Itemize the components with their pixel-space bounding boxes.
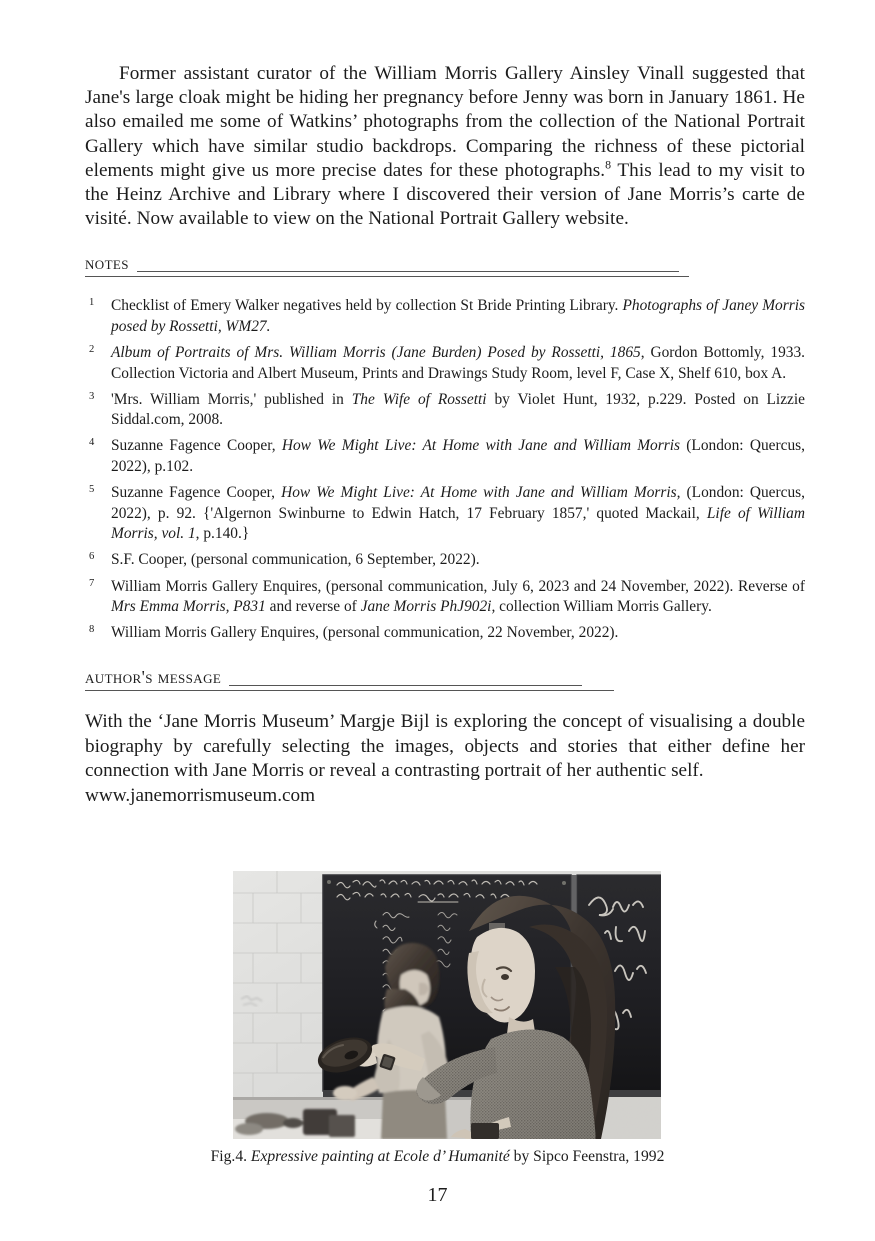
note-number: 7 [89, 577, 95, 589]
note-title-italic: How We Might Live: At Home with Jane and William Morris, [281, 484, 681, 502]
note-title-italic: Jane Morris PhJ902i, [360, 598, 496, 616]
note-text: , Gordon Bottomly, 1933. Collection Victoria and Albert Museum, Prints and Drawings Study Room, level F, Case X, Shelf 610, box A. [111, 344, 806, 382]
author-message-text: With the ‘Jane Morris Museum’ Margje Bijl is exploring the concept of visualising a double biography by carefully selecting the images, objects and stories that either define her connection with Jane Morris or reveal a contrasting portrait of her authentic self. [85, 711, 805, 782]
note-text: 'Mrs. William Morris,' published in [111, 390, 352, 408]
notes-heading-label: notes [85, 253, 129, 274]
page-content [85, 62, 805, 808]
note-item [85, 623, 805, 644]
page-number: 17 [427, 1184, 448, 1206]
note-text: S.F. Cooper, (personal communication, 6 September, 2022). [111, 551, 480, 569]
note-title-italic: Album of Portraits of Mrs. William Morris (Jane Burden) Posed by Rossetti, 1865 [111, 344, 641, 362]
note-number: 3 [89, 390, 95, 402]
notes-heading-row [85, 253, 805, 276]
note-item [85, 436, 805, 477]
note-text: (London: Quercus, 2022), p. 92. {'Algernon Swinburne to Edwin Hatch, 17 February 1857,' quoted Mackail, [111, 484, 805, 522]
figure-caption-suffix: by Sipco Feenstra, 1992 [509, 1148, 665, 1165]
note-text: by Violet Hunt, 1932, p.229. Posted on Lizzie Siddal.com, 2008. [111, 390, 805, 429]
notes-list [85, 296, 805, 643]
note-number: 8 [89, 624, 95, 636]
note-number: 5 [89, 484, 95, 496]
body-paragraph-text-after-note: This lead to my visit to the Heinz Archive and Library where I discovered their version of Jane Morris’s carte de visité. Now available to view on the National Portrait Gallery website. [85, 159, 805, 230]
note-text: William Morris Gallery Enquires, (personal communication, July 6, 2023 and 24 November, 2022). Reverse of [111, 577, 805, 595]
note-item [85, 296, 805, 337]
figure-photograph [233, 871, 661, 1139]
note-item [85, 390, 805, 431]
note-text: Suzanne Fagence Cooper, [111, 484, 282, 502]
note-text: collection William Morris Gallery. [495, 598, 712, 616]
figure-caption [0, 1148, 875, 1166]
body-paragraph [85, 62, 805, 231]
body-paragraph-text-before-note: Former assistant curator of the William Morris Gallery Ainsley Vinall suggested that Jane's large cloak might be hiding her pregnancy before Jenny was born in January 1861. He also emailed me some of Watkins’ photographs from the collection of the National Portrait Gallery which have similar studio backdrops. Comparing the richness of these pictorial elements might give us more precise dates for these photographs. [85, 63, 805, 181]
note-number: 1 [89, 297, 95, 309]
note-title-italic: Photographs of Janey Morris posed by Rossetti, WM27. [111, 297, 805, 336]
note-text: William Morris Gallery Enquires, (personal communication, 22 November, 2022). [111, 624, 619, 642]
author-message-heading-block [85, 667, 805, 691]
note-number: 6 [89, 551, 95, 563]
classroom-painting-photo [233, 871, 661, 1139]
note-text: Suzanne Fagence Cooper, [111, 437, 282, 455]
note-text: Checklist of Emery Walker negatives held by collection St Bride Printing Library. [111, 297, 623, 315]
author-message-heading-rule [229, 685, 582, 686]
note-item [85, 550, 805, 571]
note-text: , p.140.} [195, 525, 250, 543]
note-text: and reverse of [265, 598, 361, 616]
note-title-italic: The Wife of Rossetti [351, 390, 487, 408]
note-text: (London: Quercus, 2022), p.102. [111, 437, 806, 476]
note-number: 2 [89, 344, 95, 356]
author-message-paragraph [85, 710, 805, 808]
figure-caption-title: Expressive painting at Ecole d’ Humanité [250, 1148, 510, 1165]
footnote-marker-8: 8 [605, 157, 612, 172]
note-title-italic: How We Might Live: At Home with Jane and William Morris [281, 437, 680, 455]
note-item [85, 577, 805, 618]
author-message-heading-label: author's message [85, 667, 222, 688]
note-title-italic: Mrs Emma Morris, P831 [111, 598, 266, 616]
author-message-url: www.janemorrismuseum.com [85, 784, 316, 806]
notes-heading-block [85, 253, 805, 277]
note-number: 4 [89, 437, 95, 449]
note-item [85, 343, 805, 384]
note-title-italic: Life of William Morris, vol. 1 [111, 504, 805, 543]
notes-heading-rule [137, 271, 679, 272]
author-message-heading-row [85, 667, 805, 690]
note-item [85, 483, 805, 545]
figure-caption-label: Fig.4. [210, 1148, 251, 1165]
